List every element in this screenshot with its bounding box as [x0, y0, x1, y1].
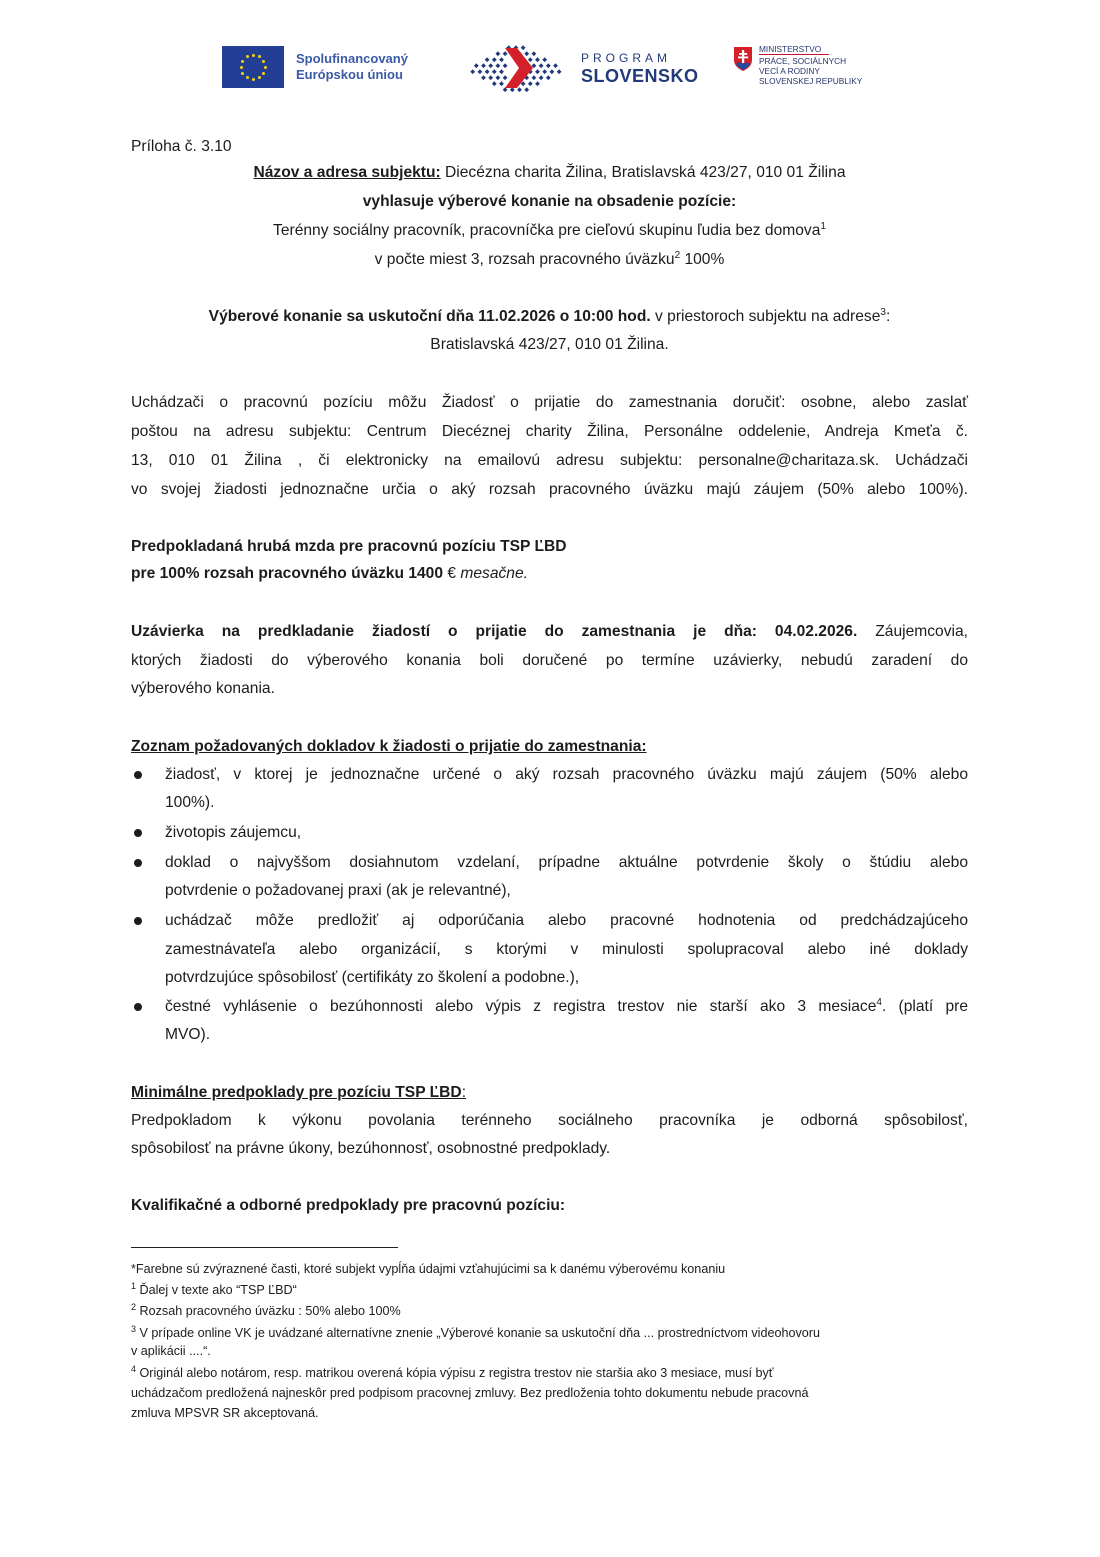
eu-logo-line1: Spolufinancovaný — [296, 51, 408, 66]
eu-star-icon — [252, 78, 255, 81]
ministry-logo-line2: PRÁCE, SOCIÁLNYCH — [759, 56, 847, 66]
eu-logo-line2: Európskou úniou — [296, 67, 403, 82]
deadline-line: Uzávierka na predkladanie žiadostí o prijatie do zamestnania je dňa: 04.02.2026. Záujemcovia, — [131, 623, 968, 640]
required-docs-heading: Zoznam požadovaných dokladov k žiadosti o prijatie do zamestnania: — [131, 738, 647, 755]
logo-dot — [535, 57, 540, 62]
logo-dot — [492, 69, 497, 74]
subject-label: Názov a adresa subjektu: — [253, 164, 441, 181]
slovak-coat-of-arms-icon — [733, 46, 753, 72]
footnote-ref-1: 1 — [820, 221, 826, 232]
logo-dot — [488, 75, 493, 80]
footnote-4-cont: zmluva MPSVR SR akceptovaná. — [131, 1406, 319, 1420]
logo-dot — [481, 75, 486, 80]
logo-dot — [549, 69, 554, 74]
annex-number: Príloha č. 3.10 — [131, 138, 232, 155]
logo-dot — [470, 69, 475, 74]
logo-dot — [485, 69, 490, 74]
salary-line-2: pre 100% rozsah pracovného úväzku 1400 € mesačne. — [131, 565, 528, 582]
logo-dot — [557, 69, 562, 74]
footnote-ref-4: 4 — [876, 997, 882, 1008]
logo-dot — [528, 57, 533, 62]
eu-star-icon — [262, 72, 265, 75]
apply-paragraph-line: Uchádzači o pracovnú pozíciu môžu Žiadosť o prijatie do zamestnania doručiť: osobne, alebo zaslať — [131, 394, 968, 411]
eu-star-icon — [264, 66, 267, 69]
logo-dot — [521, 45, 526, 50]
footnote-2: $^2$ Rozsah pracovného úväzku : 50% alebo 100% — [131, 1302, 401, 1318]
logo-dot — [524, 51, 529, 56]
logo-dot — [542, 57, 547, 62]
position-places: v počte miest 3, rozsah pracovného úväzku$^2$ 100% — [374, 250, 725, 268]
logo-dot — [546, 75, 551, 80]
logo-header — [0, 44, 1100, 104]
apply-paragraph-line: 13, 010 01 Žilina , či elektronicky na emailovú adresu subjektu: personalne@charitaza.sk. Uchádzači — [131, 452, 968, 469]
selection-date-line: Výberové konanie sa uskutoční dňa 11.02.2026 o 10:00 hod. v priestoroch subjektu na adrese$^3$: — [208, 307, 891, 325]
subject-line — [131, 163, 968, 183]
logo-dot — [539, 75, 544, 80]
salary-amount: pre 100% rozsah pracovného úväzku 1400 — [131, 565, 444, 582]
apply-paragraph-line: poštou na adresu subjektu: Centrum Diecéznej charity Žilina, Personálne oddelenie, Andreja Kmeťa č. — [131, 423, 968, 440]
logo-dot — [477, 69, 482, 74]
ministry-logo-line4: SLOVENSKEJ REPUBLIKY — [759, 76, 863, 86]
eu-star-icon — [262, 60, 265, 63]
footnote-star: *Farebne sú zvýraznené časti, ktoré subjekt vypĺňa údajmi vzťahujúcimi sa k danému výberovému konaniu — [131, 1262, 726, 1276]
logo-dot — [485, 57, 490, 62]
min-requirements-heading: Minimálne predpoklady pre pozíciu TSP ĽBD: — [131, 1084, 467, 1101]
logo-dot — [535, 69, 540, 74]
qualification-heading: Kvalifikačné a odborné predpoklady pre pracovnú pozíciu: — [131, 1197, 566, 1214]
logo-dot — [510, 87, 515, 92]
footnote-1: $^1$ Ďalej v texte ako “TSP ĽBD“ — [131, 1281, 297, 1297]
logo-dot — [495, 75, 500, 80]
eu-cofunded-logo — [222, 46, 408, 88]
ministry-logo — [733, 44, 862, 86]
eu-star-icon — [258, 55, 261, 58]
eu-star-icon — [252, 54, 255, 57]
footnote-separator — [131, 1247, 398, 1248]
deadline-line: ktorých žiadosti do výberového konania boli doručené po termíne uzávierky, nebudú zaradení do — [131, 652, 968, 669]
logo-dot — [492, 81, 497, 86]
logo-dot — [503, 51, 508, 56]
logo-dot — [499, 81, 504, 86]
eu-star-icon — [246, 55, 249, 58]
logo-dot — [542, 69, 547, 74]
logo-dot — [553, 63, 558, 68]
min-requirements-line: Predpokladom k výkonu povolania terénneho sociálneho pracovníka je odborná spôsobilosť, — [131, 1112, 968, 1129]
logo-dot — [546, 63, 551, 68]
eu-star-icon — [246, 76, 249, 79]
bullet-icon — [134, 771, 142, 779]
footnote-4: $^4$ Originál alebo notárom, resp. matrikou overená kópia výpisu z registra trestov nie staršia ako 3 mesiace, musí byť — [131, 1364, 774, 1380]
program-logo-line2: SLOVENSKO — [581, 66, 699, 86]
eu-star-icon — [258, 76, 261, 79]
footnote-4-cont: uchádzačom predložená najneskôr pred podpisom pracovnej zmluvy. Bez predloženia tohto dokumentu nebude pracovná — [131, 1386, 809, 1400]
ministry-logo-line1: MINISTERSTVO — [759, 44, 829, 55]
selection-date: Výberové konanie sa uskutoční dňa 11.02.2026 o 10:00 hod. — [208, 308, 651, 325]
footnote-ref-3: 3 — [880, 307, 886, 318]
bullet-icon — [134, 1003, 142, 1011]
bullet-icon — [134, 859, 142, 867]
logo-dot — [531, 51, 536, 56]
program-slovensko-logo — [465, 40, 699, 96]
logo-dot — [517, 87, 522, 92]
apply-paragraph-line: vo svojej žiadosti jednoznačne určia o aký rozsah pracovného úväzku majú záujem (50% alebo 100%). — [131, 481, 968, 498]
logo-dot — [535, 81, 540, 86]
logo-dot — [503, 75, 508, 80]
bullet-icon — [134, 829, 142, 837]
footnote-3: $^3$ V prípade online VK je uvádzané alternatívne znenie „Výberové konanie sa uskutoční dňa ... prostredníctvom videohovoru — [131, 1324, 820, 1340]
logo-dot — [499, 69, 504, 74]
logo-dot — [524, 87, 529, 92]
logo-dot — [503, 63, 508, 68]
salary-line-1: Predpokladaná hrubá mzda pre pracovnú pozíciu TSP ĽBD — [131, 538, 567, 555]
logo-dot — [503, 87, 508, 92]
subject-value: Diecézna charita Žilina, Bratislavská 423/27, 010 01 Žilina — [440, 164, 846, 181]
eu-star-icon — [241, 60, 244, 63]
logo-dot — [528, 81, 533, 86]
selection-address: Bratislavská 423/27, 010 01 Žilina. — [430, 336, 669, 353]
logo-dot — [495, 51, 500, 56]
min-requirements-line: spôsobilosť na právne úkony, bezúhonnosť, osobnostné predpoklady. — [131, 1140, 611, 1157]
ministry-logo-line3: VECÍ A RODINY — [759, 66, 820, 76]
bullet-icon — [134, 917, 142, 925]
logo-dot — [481, 63, 486, 68]
deadline-date: Uzávierka na predkladanie žiadostí o prijatie do zamestnania je dňa: 04.02.2026. — [131, 623, 858, 640]
eu-star-icon — [241, 72, 244, 75]
logo-dot — [531, 75, 536, 80]
logo-dot — [495, 63, 500, 68]
deadline-line: výberového konania. — [131, 680, 275, 697]
announcement-heading: vyhlasuje výberové konanie na obsadenie pozície: — [362, 193, 737, 210]
program-slovensko-mark-icon — [465, 40, 575, 96]
logo-dot — [499, 57, 504, 62]
eu-flag-icon — [222, 46, 284, 88]
logo-dot — [539, 63, 544, 68]
position-title: Terénny sociálny pracovník, pracovníčka pre cieľovú skupinu ľudia bez domova$^1$ — [273, 221, 826, 239]
eu-star-icon — [240, 66, 243, 69]
logo-dot — [488, 63, 493, 68]
program-logo-line1: PROGRAM — [581, 51, 672, 65]
logo-dot — [474, 63, 479, 68]
footnote-3-cont: v aplikácii ....“. — [131, 1344, 211, 1358]
footnote-ref-2: 2 — [674, 250, 681, 261]
logo-dot — [492, 57, 497, 62]
